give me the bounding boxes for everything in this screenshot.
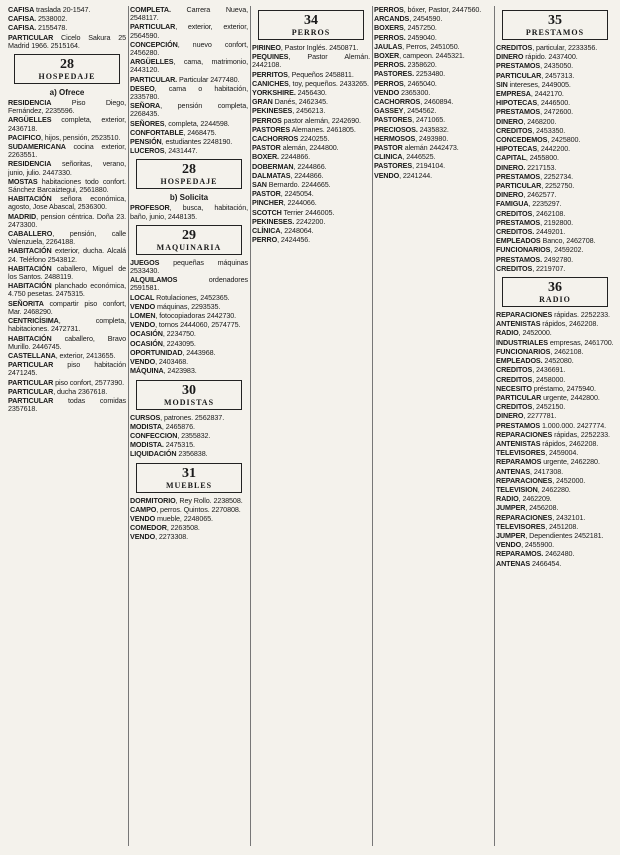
section-label: HOSPEDAJE: [38, 72, 96, 82]
list-item: PRESTAMOS. 2492780.: [496, 254, 574, 264]
section-header-modistas: [136, 380, 242, 410]
section-label: HOSPEDAJE: [160, 177, 218, 187]
list-item: EMPRESA, 2442170.: [496, 89, 564, 99]
list-item: PERROS, 2465040.: [374, 78, 437, 88]
list-item: EMPLEADOS. 2452080.: [496, 356, 574, 366]
list-item: DALMATAS, 2244866.: [252, 170, 324, 180]
section-header-radio: [502, 277, 608, 307]
list-item: OCASIÓN, 2234750.: [130, 329, 196, 339]
list-item: TELEVISION, 2462280.: [496, 484, 571, 494]
list-item: JUEGOS pequeñas máquinas 2533430.: [130, 257, 248, 276]
list-item: CENTRICÍSIMA, completa, habitaciones. 2472731.: [8, 316, 126, 334]
list-perros-cont: [374, 6, 492, 180]
list-item: ANTENAS, 2417308.: [496, 466, 564, 476]
list-item: VENDO máquinas, 2293535.: [130, 301, 221, 311]
list-item: HIPOTECAS, 2446500.: [496, 98, 571, 108]
list-item: VENDO, tornos 2444060, 2574775.: [130, 320, 241, 330]
list-item: REPARACIONES, 2452000.: [496, 475, 586, 485]
list-item: VENDO, 2241244.: [374, 170, 433, 180]
column-rule: [494, 6, 495, 846]
list-item: CONFECCION, 2355832.: [130, 430, 211, 440]
list-item: DINERO, 2462577.: [496, 190, 557, 200]
list-item: PASTORES, 2471065.: [374, 115, 446, 125]
column-1: [8, 6, 126, 846]
list-item: CREDITOS, 2452150.: [496, 402, 566, 412]
list-item: CONFORTABLE, 2468475.: [130, 127, 217, 137]
list-item: CABALLERO, pensión, calle Valenzuela, 2264188.: [8, 229, 126, 247]
section-number: 36: [548, 280, 562, 296]
list-item: MADRID, pension céntrica. Doña 23. 2473300.: [8, 211, 126, 229]
list-item: FUNCIONARIOS, 2459202.: [496, 245, 584, 255]
list-item: YORKSHIRE. 2456430.: [252, 88, 327, 98]
list-item: PARTICULAR, 2457313.: [496, 70, 575, 80]
list-item: TELEVISORES, 2451208.: [496, 521, 579, 531]
section-label: PERROS: [291, 28, 331, 37]
list-item: DINERO, 2277781.: [496, 411, 557, 421]
list-item: JUMPER, Dependientes 2452181.: [496, 530, 604, 540]
column-rule: [372, 6, 373, 846]
list-item: PROFESOR, busca, habitación, baño, junio, 2448135.: [130, 203, 248, 221]
list-col2-top: [130, 6, 248, 155]
column-2: [130, 6, 248, 846]
list-item: PEQUINES, Pastor Alemán. 2442108.: [252, 52, 370, 70]
section-number: 35: [548, 13, 562, 28]
list-item: CANICHES, toy, pequeños. 2433265.: [252, 78, 369, 88]
list-item: CREDITOS. 2449201.: [496, 227, 566, 237]
list-item: PENSIÓN, estudiantes 2248190.: [130, 137, 233, 147]
list-item: ARGÜELLES, cama, matrimonio, 2443120.: [130, 57, 248, 75]
list-item: DORMITORIO, Rey Rollo. 2238508.: [130, 495, 243, 505]
section-number: 28: [60, 57, 74, 73]
list-item: PARTICULAR todas comidas 2357618.: [8, 395, 126, 414]
list-item: REPARACIONES rápidas. 2252233.: [496, 310, 610, 320]
list-item: CAFISA. 2538002.: [8, 14, 68, 24]
list-item: RESIDENCIA señoritas, verano, junio, julio. 2447330.: [8, 159, 126, 177]
list-item: PRECIOSOS. 2435832.: [374, 124, 449, 134]
list-item: PASTORES Alemanes. 2461805.: [252, 124, 356, 134]
list-item: CURSOS, patrones. 2562837.: [130, 412, 225, 422]
list-perros: [252, 44, 370, 244]
list-item: PERROS, bóxer, Pastor, 2447560.: [374, 6, 482, 14]
list-item: HABITACIÓN caballero, Miguel de los Santos. 2488119.: [8, 263, 126, 282]
list-item: CACHORROS, 2460894.: [374, 97, 454, 107]
list-item: PRESTAMOS, 2192800.: [496, 217, 574, 227]
column-3: [252, 6, 370, 846]
list-item: REPARAMOS. 2462480.: [496, 549, 575, 559]
list-item: RESIDENCIA Piso Diego, Fernández, 2235596.: [8, 98, 126, 116]
list-item: LOCAL Rotulaciones, 2452365.: [130, 292, 230, 302]
list-item: DINERO rápido. 2437400.: [496, 52, 578, 62]
list-item: CREDITOS, 2453350.: [496, 125, 566, 135]
list-item: REPARACIONES, 2432101.: [496, 512, 586, 522]
list-item: PERROS. 2459040.: [374, 32, 437, 42]
section-number: 31: [182, 465, 196, 481]
list-muebles: [130, 497, 248, 542]
list-item: PARTICULAR, exterior, exterior, 2564590.: [130, 22, 248, 40]
list-item: CREDITOS, 2462108.: [496, 208, 566, 218]
list-item: EMPLEADOS Banco, 2462708.: [496, 236, 596, 246]
list-item: GRAN Danés, 2462345.: [252, 97, 328, 107]
list-hospedaje-ofrece: [8, 99, 126, 413]
column-rule: [250, 6, 251, 846]
list-item: CONCEPCIÓN, nuevo confort, 2456280.: [130, 39, 248, 58]
section-header-prestamos: [502, 10, 608, 40]
section-label: RADIO: [539, 295, 571, 305]
list-item: HABITACIÓN señora económica, agosto, Jose Abascal, 2536300.: [8, 194, 126, 212]
section-subheading: a) Ofrece: [49, 88, 85, 98]
list-item: LOMEN, fotocopiadoras 2442730.: [130, 311, 237, 321]
list-item: ANTENISTAS rápidos, 2462208.: [496, 319, 599, 329]
list-item: HABITACIÓN caballero, Bravo Murillo. 2446745.: [8, 333, 126, 351]
list-item: MOSTAS habitaciones todo confort. Sánchez Barcaiztegui, 2561880.: [8, 176, 126, 195]
list-item: JUMPER, 2456208.: [496, 503, 559, 513]
section-number: 29: [182, 227, 196, 243]
list-item: PERRO, 2424456.: [252, 235, 311, 245]
list-item: PARTICULAR. Particular 2477480.: [130, 74, 240, 84]
section-label: MAQUINARIA: [156, 242, 222, 252]
list-item: DOBERMAN, 2244866.: [252, 161, 327, 171]
list-item: RADIO, 2452000.: [496, 328, 552, 338]
list-item: INDUSTRIALES empresas, 2461700.: [496, 337, 614, 347]
list-item: REPARACIONES rápidas, 2252233.: [496, 429, 610, 439]
list-item: DINERO, 2468200.: [496, 116, 557, 126]
list-item: SIN intereses, 2449005.: [496, 79, 571, 89]
list-item: PRESTAMOS, 2435050.: [496, 61, 574, 71]
list-item: PARTICULAR Cicelo Sakura 25 Madrid 1966. 2515164.: [8, 32, 126, 50]
list-item: FUNCIONARIOS, 2462108.: [496, 346, 584, 356]
list-item: PERROS pastor alemán, 2242690.: [252, 115, 361, 125]
section-subheading: b) Solicita: [169, 193, 209, 203]
list-col5: [496, 339, 614, 568]
list-item: TELEVISORES, 2459004.: [496, 448, 579, 458]
list-item: ANTENAS 2466454.: [496, 558, 562, 568]
list-item: JAULAS, Perros, 2451050.: [374, 41, 460, 51]
column-4: [374, 6, 492, 846]
list-item: LUCEROS, 2431447.: [130, 146, 198, 156]
list-item: SEÑORES, completa, 2244598.: [130, 118, 230, 128]
list-item: CAPITAL, 2455800.: [496, 153, 559, 163]
list-item: BOXER, campeon. 2445321.: [374, 51, 465, 61]
list-item: FAMIGUA, 2235297.: [496, 199, 562, 209]
list-item: PASTOR, 2245054.: [252, 189, 314, 199]
section-number: 28: [182, 162, 196, 178]
list-item: HABITACIÓN exterior, ducha. Alcalá 24. Teléfono 2543812.: [8, 246, 126, 264]
list-item: BOXER. 2244866.: [252, 152, 311, 162]
section-header-hospedaje: [14, 54, 120, 84]
section-label: PRESTAMOS: [525, 28, 585, 37]
column-rule: [128, 6, 129, 846]
list-item: SEÑORA, pensión completa, 2268435.: [130, 101, 248, 119]
list-item: CLÍNICA, 2248064.: [252, 226, 314, 236]
list-item: CLINICA, 2446525.: [374, 152, 436, 162]
list-item: VENDO, 2455900.: [496, 540, 555, 550]
list-item: VENDO, 2273308.: [130, 532, 189, 542]
list-hospedaje-solicita: [130, 204, 248, 220]
list-item: PERRITOS, Pequeños 2458811.: [252, 69, 354, 79]
list-maquinaria: [130, 259, 248, 376]
list-item: COMPLETA. Carrera Nueva, 2548117.: [130, 6, 248, 23]
list-item: ARGÜELLES completa, exterior, 2436718.: [8, 115, 126, 133]
list-item: CONCEDEMOS, 2425800.: [496, 135, 581, 145]
classified-page: [8, 6, 612, 846]
list-item: ALQUILAMOS ordenadores 2591581.: [130, 275, 248, 293]
list-item: CREDITOS, 2458000.: [496, 374, 566, 384]
list-item: GASSEY, 2454562.: [374, 106, 437, 116]
list-item: PEKINESES, 2456213.: [252, 106, 326, 116]
list-item: PASTORES. 2253480.: [374, 69, 446, 79]
list-item: PARTICULAR piso habitación 2471245.: [8, 360, 126, 378]
list-item: MODISTA, 2465876.: [130, 421, 195, 431]
section-label: MODISTAS: [163, 397, 215, 407]
section-header-hospedaje-solicita: [136, 159, 242, 189]
list-item: CACHORROS 2240255.: [252, 134, 330, 144]
list-item: VENDO, 2403468.: [130, 357, 189, 367]
list-item: ARCANDS, 2454590.: [374, 14, 443, 24]
list-prestamos: [496, 44, 614, 273]
list-item: SCOTCH Terrier 2446005.: [252, 207, 335, 217]
section-label: MUEBLES: [165, 480, 213, 490]
section-number: 34: [304, 13, 318, 28]
list-item: NECESITO préstamo, 2475940.: [496, 383, 596, 393]
list-item: SAN Bernardo. 2244665.: [252, 180, 331, 190]
list-radio: [496, 311, 614, 338]
list-item: OPORTUNIDAD, 2443968.: [130, 347, 216, 357]
list-item: PERROS. 2358620.: [374, 60, 437, 70]
list-item: OCASIÓN, 2243095.: [130, 338, 196, 348]
list-item: DESEO, cama o habitación, 2335780.: [130, 83, 248, 102]
list-item: CAFISA traslada 20-1547.: [8, 6, 91, 14]
list-item: HERMOSOS, 2493980.: [374, 133, 449, 143]
list-item: MÁQUINA, 2423983.: [130, 366, 197, 376]
list-item: CREDITOS, 2219707.: [496, 263, 566, 273]
list-item: PINCHER, 2244066.: [252, 198, 317, 208]
list-item: CREDITOS, 2436691.: [496, 365, 566, 375]
section-header-maquinaria: [136, 225, 242, 255]
list-item: HABITACIÓN planchado económica, 4.750 pesetas. 2475315.: [8, 281, 126, 299]
list-col1-top: [8, 6, 126, 50]
list-item: PASTOR alemán, 2244800.: [252, 143, 339, 153]
list-item: PACIFICO, hijos, pensión, 2523510.: [8, 132, 121, 142]
list-item: PEKINESES. 2242200.: [252, 216, 326, 226]
list-item: ANTENISTAS rápidos, 2462208.: [496, 438, 599, 448]
section-header-muebles: [136, 463, 242, 493]
list-item: DINERO. 2217153.: [496, 162, 557, 172]
section-number: 30: [182, 382, 196, 398]
list-item: CREDITOS, particular, 2233356.: [496, 43, 598, 52]
list-item: MODISTA. 2475315.: [130, 440, 195, 450]
list-item: PARTICULAR piso confort, 2577390.: [8, 377, 125, 387]
section-header-perros: [258, 10, 364, 40]
list-item: SUDAMERICANA cocina exterior, 2263551.: [8, 142, 126, 160]
list-item: PARTICULAR, ducha 2367618.: [8, 386, 108, 396]
list-item: PRESTAMOS 1.000.000. 2427774.: [496, 420, 607, 430]
list-item: SEÑORITA compartir piso confort, Mar. 2468290.: [8, 298, 126, 316]
list-item: CAMPO, perros. Quintos. 2270808.: [130, 504, 241, 514]
list-item: LIQUIDACIÓN 2356838.: [130, 449, 208, 459]
list-item: PRESTAMOS, 2252734.: [496, 171, 574, 181]
list-item: PASTOR alemán 2442473.: [374, 143, 459, 153]
list-item: REPARAMOS urgente, 2462280.: [496, 457, 600, 467]
list-item: CASTELLANA, exterior, 2413655.: [8, 350, 116, 360]
list-item: HIPOTECAS, 2442200.: [496, 144, 571, 154]
column-5: [496, 6, 614, 846]
list-modistas: [130, 414, 248, 459]
list-item: BOXERS, 2457250.: [374, 23, 437, 33]
list-item: PARTICULAR, 2252750.: [496, 181, 575, 191]
list-item: VENDO 2365300.: [374, 87, 431, 97]
list-item: PRESTAMOS, 2472600.: [496, 107, 574, 117]
list-item: PASTORES, 2194104.: [374, 161, 446, 171]
list-item: COMEDOR, 2263508.: [130, 523, 200, 533]
list-item: PIRINEO, Pastor Inglés. 2450871.: [252, 43, 359, 52]
list-item: VENDO mueble, 2248065.: [130, 513, 213, 523]
list-item: CAFISA. 2155478.: [8, 23, 68, 33]
list-item: RADIO, 2462209.: [496, 494, 552, 504]
list-item: PARTICULAR urgente, 2442800.: [496, 392, 600, 402]
